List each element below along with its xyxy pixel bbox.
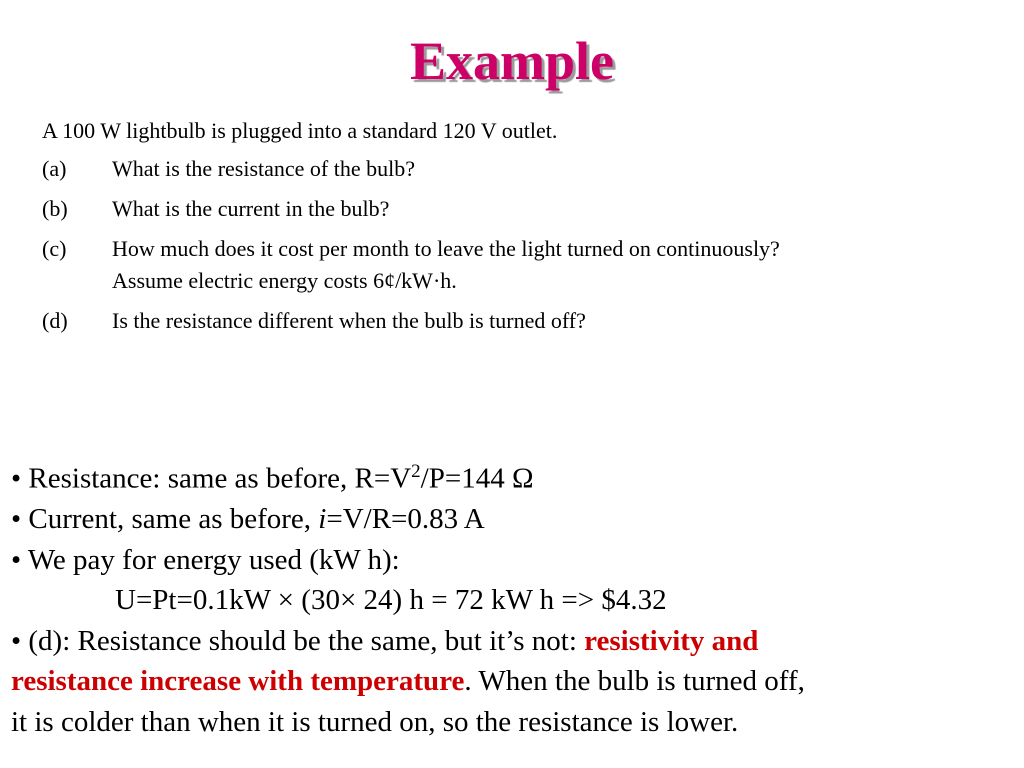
part-text: What is the resistance of the bulb? [112,156,416,181]
answer-text: . When the bulb is turned off, [464,665,805,698]
problem-part-b [42,193,842,225]
answer-text: • Current, same as before, [11,503,319,536]
problem-part-d [42,305,842,337]
answer-d-line-2 [11,661,1011,702]
answer-text: • (d): Resistance should be the same, but it’s not: [11,624,585,657]
exponent: 2 [411,461,421,482]
part-label: (d) [42,308,68,333]
slide-title: Example [409,31,614,91]
part-label: (a) [42,156,67,181]
problem-part-a [42,153,842,185]
answer-d-line-3: it is colder than when it is turned on, so the resistance is lower. [11,705,739,738]
answer-d-line-1 [11,621,1011,662]
part-label: (c) [42,236,67,261]
highlight-text: resistance increase with temperature [11,665,465,698]
answer-energy: • We pay for energy used (kW h): [11,543,400,576]
current-symbol: i [318,503,327,536]
part-label: (b) [42,196,68,221]
answer-resistance [11,452,1011,499]
answer-text: • Resistance: same as before, R=V [11,462,412,495]
answers [11,452,1011,742]
answer-text: /P=144 Ω [420,462,534,495]
problem-part-c [42,233,842,297]
part-text: Is the resistance different when the bulb is turned off? [112,308,586,333]
part-text: What is the current in the bulb? [112,196,390,221]
problem-intro: A 100 W lightbulb is plugged into a standard 120 V outlet. [42,118,558,143]
problem-statement [42,115,842,345]
highlight-text: resistivity and [584,624,759,657]
answer-text: =V/R=0.83 A [326,503,485,536]
part-text: How much does it cost per month to leave the light turned on continuously? Assume electric energy costs 6¢/kW·h. [112,236,780,293]
answer-current [11,499,1011,540]
answer-energy-calc: U=Pt=0.1kW × (30× 24) h = 72 kW h => $4.32 [115,584,667,617]
